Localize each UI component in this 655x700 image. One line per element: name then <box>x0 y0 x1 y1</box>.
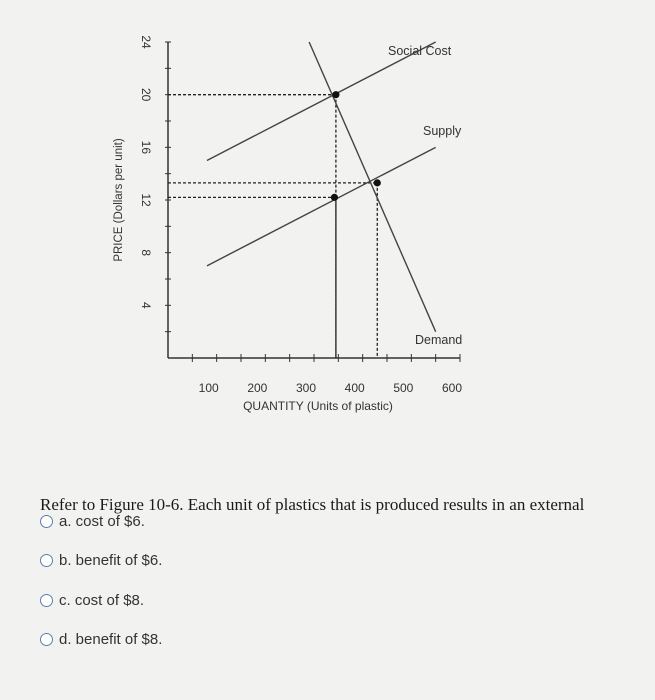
option-d[interactable] <box>40 631 162 648</box>
y-tick-label: 24 <box>138 35 153 49</box>
intersection-point <box>374 179 381 186</box>
intersection-point <box>332 91 339 98</box>
x-tick-label: 500 <box>393 381 414 395</box>
radio-icon[interactable] <box>40 633 53 646</box>
series-label: Demand <box>415 333 463 347</box>
option-d-label: d. benefit of $8. <box>59 631 163 648</box>
question-text: Refer to Figure 10-6. Each unit of plastics that is produced results in an external <box>40 495 585 514</box>
x-tick-label: 200 <box>247 381 268 395</box>
chart-lines <box>207 42 436 332</box>
radio-icon[interactable] <box>40 554 53 567</box>
series-label: Supply <box>423 124 462 138</box>
y-tick-label: 16 <box>138 140 153 155</box>
option-b[interactable] <box>40 552 162 569</box>
chart-axes <box>165 42 463 362</box>
x-tick-label: 600 <box>441 381 463 395</box>
x-axis-label: QUANTITY (Units of plastic) <box>243 399 393 413</box>
option-a-label: a. cost of $6. <box>59 513 145 530</box>
y-tick-label: 8 <box>138 249 153 257</box>
x-tick-label: 400 <box>344 381 365 395</box>
radio-icon[interactable] <box>40 594 53 607</box>
x-tick-label: 100 <box>198 381 219 395</box>
option-b-label: b. benefit of $6. <box>59 552 163 569</box>
y-tick-label: 12 <box>138 193 153 207</box>
y-axis-label: PRICE (Dollars per unit) <box>113 138 125 262</box>
series-line-supply <box>207 147 436 266</box>
y-tick-label: 4 <box>138 301 153 309</box>
x-tick-label: 300 <box>295 381 317 395</box>
series-label: Social Cost <box>388 44 452 58</box>
series-line-demand <box>309 42 436 332</box>
chart-guides <box>168 95 377 358</box>
option-a[interactable] <box>40 513 145 530</box>
series-line-social-cost <box>207 42 436 161</box>
y-tick-label: 20 <box>138 87 153 102</box>
option-c[interactable] <box>40 592 144 609</box>
intersection-point <box>331 194 338 201</box>
radio-icon[interactable] <box>40 515 53 528</box>
option-c-label: c. cost of $8. <box>59 592 145 609</box>
